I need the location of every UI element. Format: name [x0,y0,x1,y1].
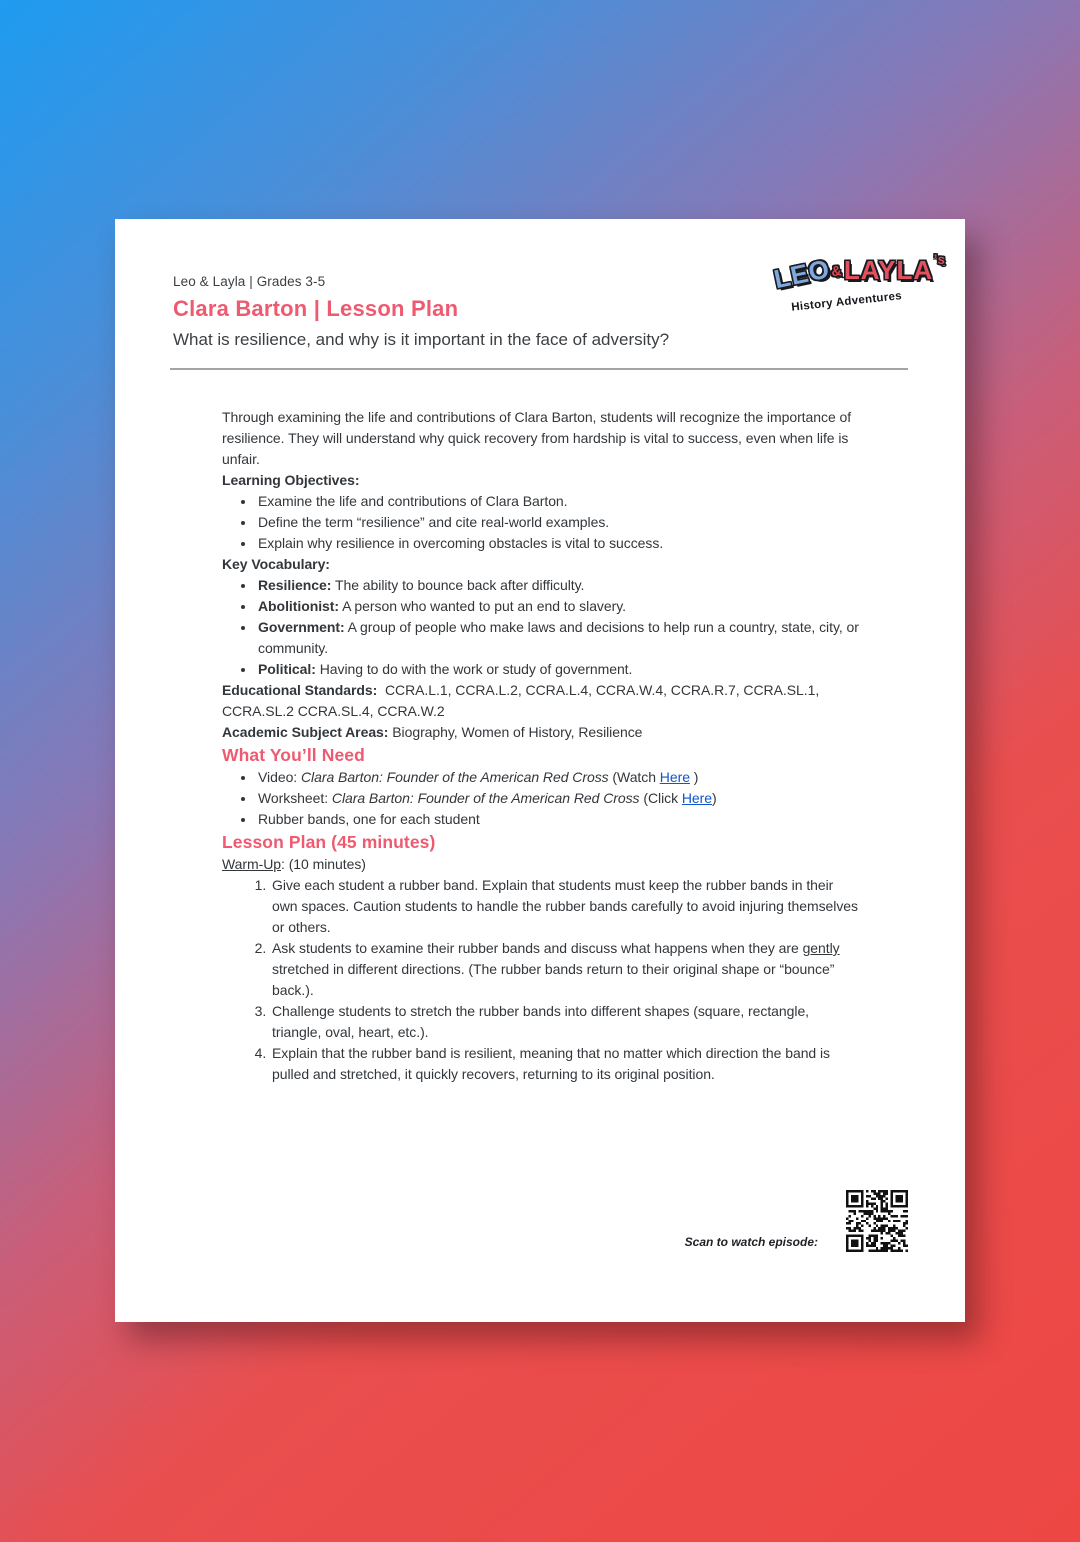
list-item [256,767,860,788]
header-divider [170,368,908,370]
logo-leo-text: LEO [771,253,833,295]
vocab-term: Resilience: [258,577,332,593]
intro-paragraph: Through examining the life and contributions of Clara Barton, students will recognize the importance of resilience. They will understand why quick recovery from hardship is vital to success, even when life is unfair. [222,409,852,467]
vocab-definition: The ability to bounce back after difficulty. [334,577,585,593]
learning-objectives-heading: Learning Objectives: [222,472,360,488]
document-body [115,370,965,1085]
list-item: • Examine the life and contributions of Clara Barton. [256,491,860,512]
key-vocabulary-heading: Key Vocabulary: [222,556,330,572]
click-here-link[interactable]: Here [681,790,713,806]
lesson-plan-page [115,219,965,1322]
item-prefix: Worksheet: [258,790,332,806]
warm-up-line [222,854,860,875]
qr-code [846,1190,908,1252]
step-text: stretched in different directions. (The rubber bands return to their original shape or “bounce” back.). [272,961,835,998]
vocab-term: Political: [258,661,316,677]
standards-label: Educational Standards: [222,682,378,698]
step-text: Ask students to examine their rubber bands and discuss what happens when they are [272,940,803,956]
logo-wordmark [771,251,947,296]
item-suffix: ) [712,790,717,806]
list-item: 3. Challenge students to stretch the rubber bands into different shapes (square, rectangle, triangle, oval, heart, etc.). [270,1001,860,1043]
logo-ampersand: & [830,262,844,280]
item-mid: (Watch [608,769,660,785]
list-item: 1. Give each student a rubber band. Explain that students must keep the rubber bands in their own spaces. Caution students to handle the rubber bands carefully to avoid injuring themselves or others. [270,875,860,938]
worksheet-title: Clara Barton: Founder of the American Red Cross [331,790,640,806]
warm-up-label: Warm-Up [222,856,282,872]
vocab-definition: A person who wanted to put an end to slavery. [342,598,626,614]
item-prefix: Video: [258,769,301,785]
page-title: Clara Barton | Lesson Plan [173,296,459,321]
item-mid: (Click [639,790,682,806]
warm-up-duration: : (10 minutes) [281,856,366,872]
list-item: • Define the term “resilience” and cite real-world examples. [256,512,860,533]
list-item: • Rubber bands, one for each student [256,809,860,830]
scan-to-watch-label: Scan to watch episode: [684,1235,818,1249]
lesson-plan-heading: Lesson Plan (45 minutes) [222,832,436,852]
subject-areas-label: Academic Subject Areas: [222,724,389,740]
logo-tagline: History Adventures [790,290,903,314]
list-item [256,575,860,596]
video-title: Clara Barton: Founder of the American Red Cross [300,769,609,785]
list-item [270,938,860,1001]
vocab-term: Government: [258,619,345,635]
key-vocabulary-list [222,575,860,680]
vocab-term: Abolitionist: [258,598,339,614]
list-item [256,617,860,659]
what-youll-need-heading: What You’ll Need [222,745,365,765]
vocab-definition: A group of people who make laws and decisions to help run a country, state, city, or community. [258,619,859,656]
document-header [115,219,965,370]
standards-value: CCRA.L.1, CCRA.L.2, CCRA.L.4, CCRA.W.4, CCRA.R.7, CCRA.SL.1, CCRA.SL.2 CCRA.SL.4, CCRA.W.2 [222,682,820,719]
item-suffix: ) [689,769,699,785]
list-item [256,788,860,809]
watch-here-link[interactable]: Here [659,769,690,785]
logo-apostrophe-s: ’s [933,251,947,268]
list-item [256,596,860,617]
warm-up-steps-list [222,875,860,1085]
what-youll-need-list [222,767,860,830]
essential-question: What is resilience, and why is it important in the face of adversity? [173,330,670,349]
logo-layla-text: LAYLA [843,255,933,286]
step-underlined-word: gently [802,940,840,956]
academic-subject-areas [222,722,860,743]
subject-areas-value: Biography, Women of History, Resilience [392,724,643,740]
list-item [256,659,860,680]
brand-line: Leo & Layla | Grades 3-5 [173,274,326,289]
learning-objectives-list [222,491,860,554]
list-item: • Explain why resilience in overcoming obstacles is vital to success. [256,533,860,554]
vocab-definition: Having to do with the work or study of government. [319,661,633,677]
scan-footer [685,1190,908,1252]
list-item: 4. Explain that the rubber band is resilient, meaning that no matter which direction the band is pulled and stretched, it quickly recovers, returning to its original position. [270,1043,860,1085]
educational-standards [222,680,860,722]
